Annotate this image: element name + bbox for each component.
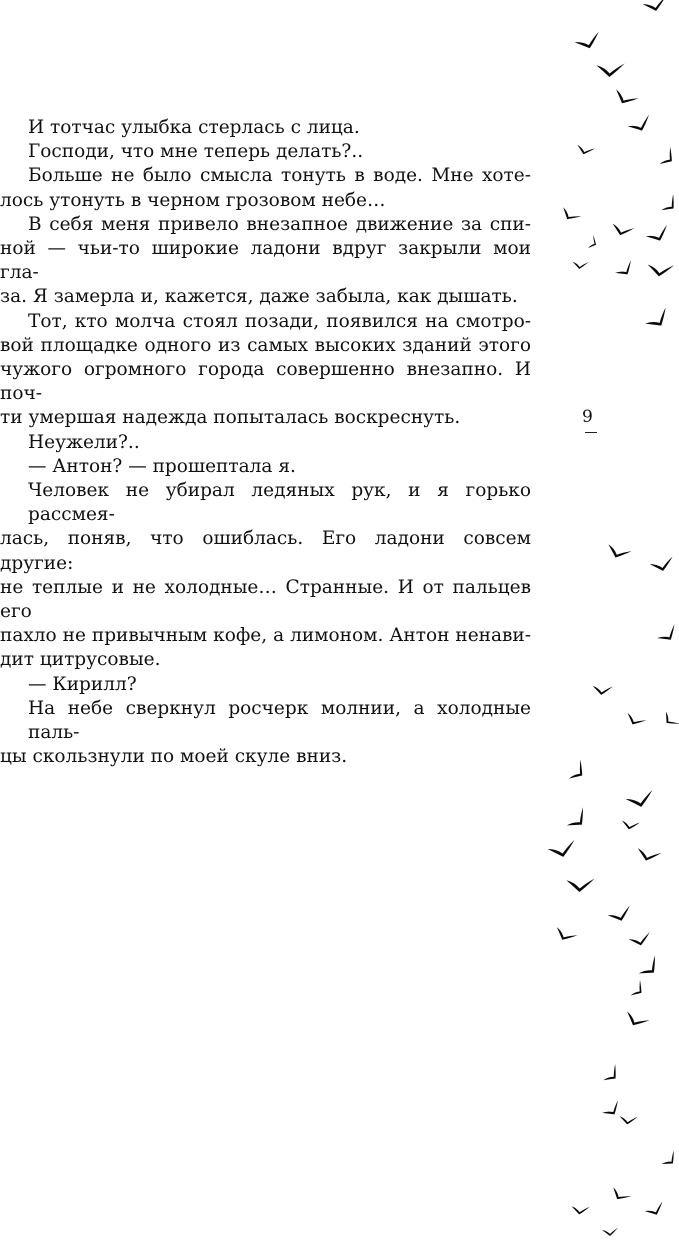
bird-icon (614, 260, 637, 279)
bird-icon (660, 1150, 679, 1169)
bird-icon (612, 86, 639, 109)
bird-icon (574, 32, 603, 52)
bird-icon (624, 710, 647, 729)
bird-icon (623, 1008, 650, 1031)
bird-icon (618, 1114, 637, 1126)
bird-icon (559, 205, 581, 225)
bird-icon (637, 955, 663, 980)
bird-icon (628, 980, 647, 1000)
text-line: И тотчас улыбка стерлась с лица. (28, 117, 360, 138)
paragraph (0, 164, 531, 212)
text-line: Тот, кто молча стоял позади, появился на смотро- (28, 310, 531, 332)
bird-icon (657, 147, 678, 169)
bird-icon (610, 221, 635, 239)
page-text (0, 116, 531, 769)
bird-icon (575, 142, 595, 157)
bird-icon (602, 1228, 618, 1236)
bird-icon (570, 1204, 589, 1216)
bird-icon (644, 225, 671, 245)
bird-icon (659, 194, 679, 216)
bird-icon (655, 624, 679, 645)
text-line: за. Я замерла и, кажется, даже забыла, как дышать. (0, 286, 518, 308)
paragraph (0, 673, 531, 697)
bird-icon (661, 710, 679, 730)
bird-icon (565, 807, 591, 832)
paragraph (0, 116, 531, 140)
text-line: — Антон? — прошептала я. (28, 455, 296, 477)
bird-icon (620, 818, 640, 832)
flock-of-birds-icon (540, 0, 679, 1241)
bird-icon (595, 61, 624, 78)
paragraph (0, 140, 531, 164)
bird-icon (646, 261, 674, 279)
paragraph (0, 455, 531, 479)
text-line: Господи, что мне теперь делать?.. (28, 141, 364, 163)
bird-icon (609, 1185, 631, 1205)
text-line: чужого огромного города совершенно внезапно. И поч- (0, 359, 531, 405)
bird-icon (643, 307, 672, 332)
text-line: ной — чьи-то широкие ладони вдруг закрыли мои гла- (0, 238, 531, 284)
text-line: Больше не было смысла тонуть в воде. Мне хоте- (28, 165, 531, 187)
text-line: лась, поняв, что ошиблась. Его ладони совсем другие: (0, 528, 531, 574)
bird-icon (586, 235, 599, 251)
paragraph (0, 697, 531, 770)
bird-icon (644, 1201, 666, 1218)
bird-icon (607, 906, 633, 924)
paragraph (0, 479, 531, 673)
text-line: вой площадке одного из самых высоких зданий этого (0, 334, 531, 356)
text-line: ти умершая надежда попыталась воскреснуть. (0, 407, 461, 429)
bird-icon (591, 683, 613, 697)
text-line: цы скользнули по моей скуле вниз. (0, 746, 348, 768)
bird-icon (601, 1064, 623, 1086)
bird-icon (628, 932, 652, 947)
text-line: В себя меня привело внезапное движение за спи- (28, 213, 531, 235)
paragraph (0, 431, 531, 455)
bird-icon (635, 845, 662, 865)
page-number: 9 (582, 407, 593, 427)
text-line: На небе сверкнул росчерк молнии, а холодные паль- (28, 697, 531, 744)
bird-icon (566, 760, 589, 784)
bird-icon (605, 541, 632, 563)
text-line: лось утонуть в черном грозовом небе… (0, 189, 386, 211)
bird-icon (571, 259, 588, 270)
bird-icon (642, 0, 668, 13)
bird-icon (625, 790, 655, 809)
bird-icon (649, 556, 675, 573)
text-line: дит цитрусовые. (0, 649, 161, 671)
text-line: пахло не привычным кофе, а лимоном. Антон ненави- (0, 625, 531, 647)
text-line: Неужели?.. (28, 431, 140, 453)
bird-icon (553, 924, 578, 945)
text-line: Человек не убирал ледяных рук, и я горько рассмея- (28, 480, 531, 526)
paragraph (0, 310, 531, 431)
bird-icon (565, 876, 594, 893)
bird-icon (547, 840, 577, 859)
text-line: не теплые и не холодные… Странные. И от пальцев его (0, 576, 531, 623)
text-line: — Кирилл? (28, 673, 137, 695)
bird-icon (626, 115, 653, 135)
paragraph (0, 213, 531, 310)
